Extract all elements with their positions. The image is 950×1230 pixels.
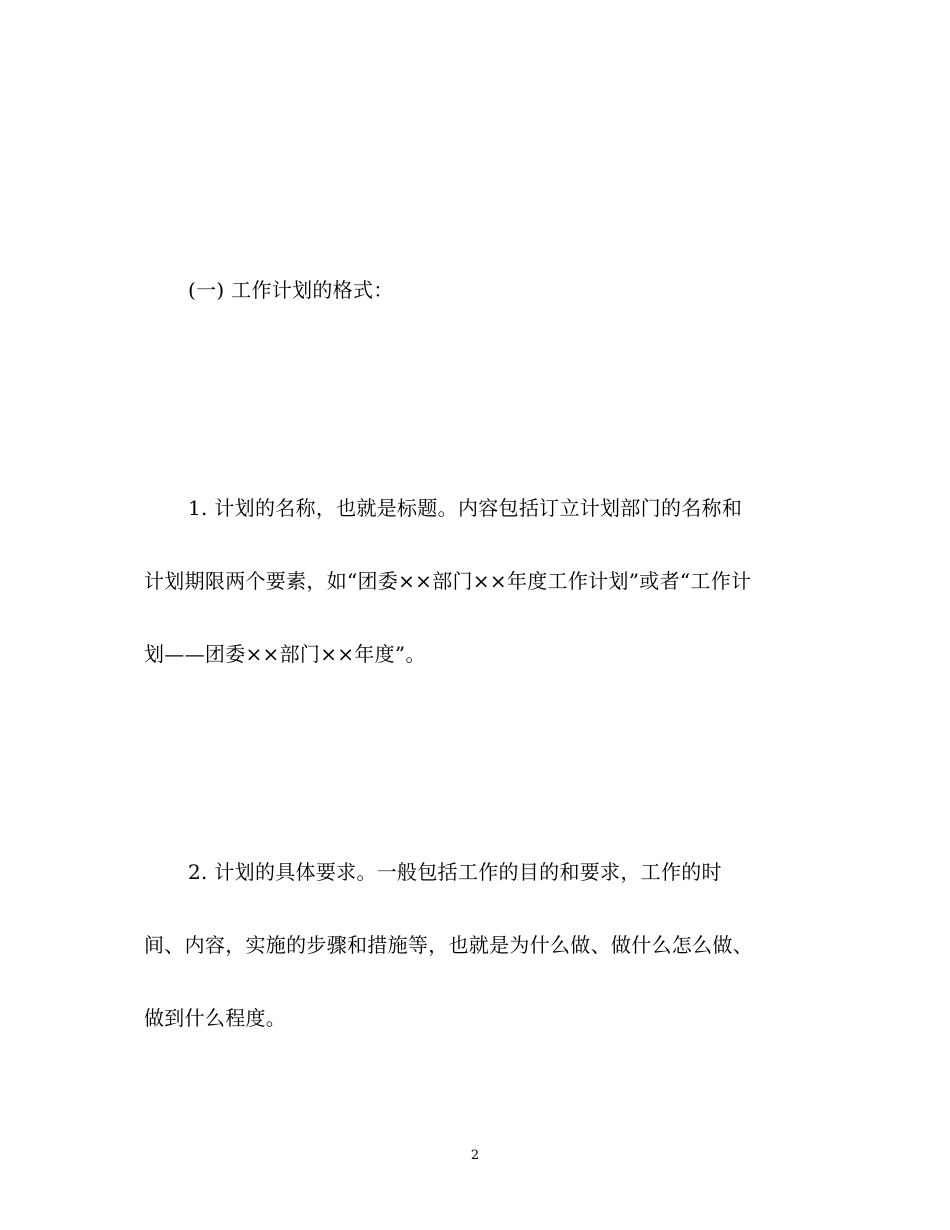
item-2-line-1: 2. 计划的具体要求。一般包括工作的目的和要求，工作的时: [188, 860, 722, 884]
item-1-line-2: 计划期限两个要素，如“团委××部门××年度工作计划”或者“工作计: [144, 569, 752, 593]
page-number: 2: [470, 1148, 480, 1163]
item-2-line-2: 间、内容，实施的步骤和措施等，也就是为什么做、做什么怎么做、: [144, 933, 753, 957]
item-1-line-3: 划——团委××部门××年度”。: [144, 642, 426, 666]
item-2-line-3: 做到什么程度。: [144, 1006, 287, 1030]
section-heading: (一) 工作计划的格式：: [188, 278, 394, 302]
item-1-line-1: 1. 计划的名称，也就是标题。内容包括订立计划部门的名称和: [188, 496, 743, 520]
